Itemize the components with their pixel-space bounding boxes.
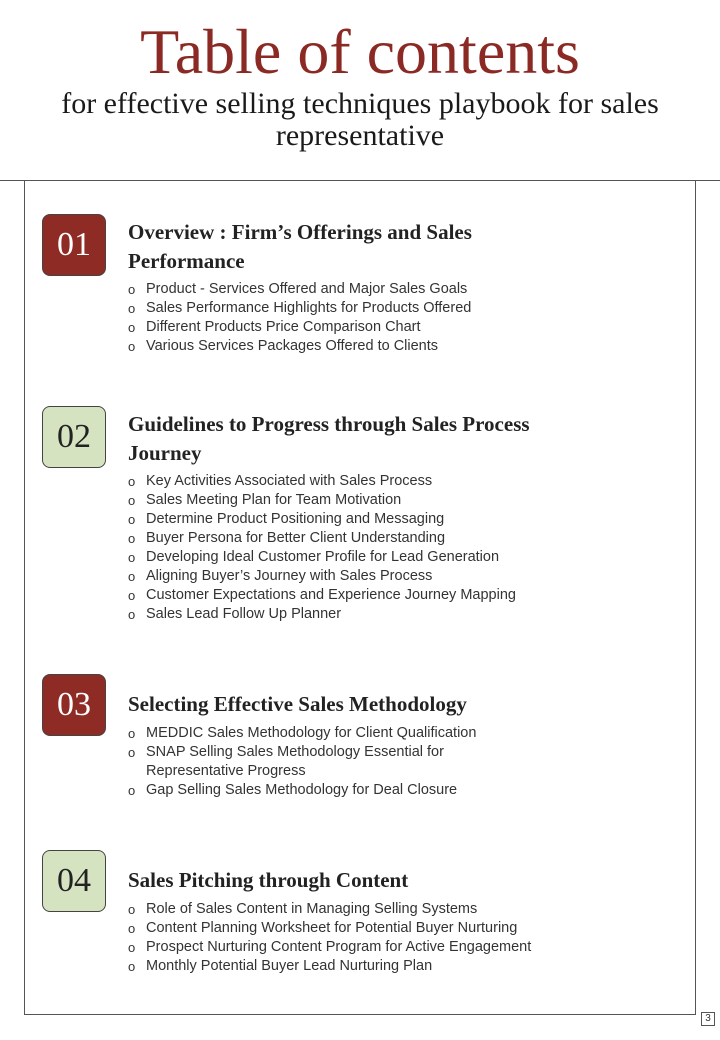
section-heading: Sales Pitching through Content [128, 868, 409, 892]
list-item: o Role of Sales Content in Managing Selling Systems [128, 900, 608, 919]
page-subtitle: for effective selling techniques playbook for sales representative [61, 87, 659, 152]
list-item: o Sales Performance Highlights for Products Offered [128, 299, 608, 318]
list-item: o Key Activities Associated with Sales Process [128, 472, 608, 491]
list-item: o SNAP Selling Sales Methodology Essential for Representative Progress [128, 743, 488, 781]
section-heading: Overview : Firm’s Offerings and Sales Performance [128, 220, 472, 273]
section-number-badge: 03 [42, 674, 106, 736]
section-item-list [128, 472, 608, 624]
section-number-badge: 04 [42, 850, 106, 912]
list-item: o Buyer Persona for Better Client Understanding [128, 529, 608, 548]
list-item: o Gap Selling Sales Methodology for Deal Closure [128, 781, 488, 800]
section-item-list [128, 280, 608, 356]
list-item: o Customer Expectations and Experience Journey Mapping [128, 586, 608, 605]
page-number: 3 [701, 1012, 715, 1026]
list-item: o Developing Ideal Customer Profile for Lead Generation [128, 548, 608, 567]
section-heading: Selecting Effective Sales Methodology [128, 692, 467, 716]
section-item-list [128, 724, 488, 800]
list-item: o MEDDIC Sales Methodology for Client Qualification [128, 724, 488, 743]
list-item: o Monthly Potential Buyer Lead Nurturing Plan [128, 957, 608, 976]
section-item-list [128, 900, 608, 976]
list-item: o Product - Services Offered and Major Sales Goals [128, 280, 608, 299]
list-item: o Sales Meeting Plan for Team Motivation [128, 491, 608, 510]
list-item: o Sales Lead Follow Up Planner [128, 605, 608, 624]
list-item: o Prospect Nurturing Content Program for Active Engagement [128, 938, 608, 957]
list-item: o Different Products Price Comparison Chart [128, 318, 608, 337]
list-item: o Determine Product Positioning and Messaging [128, 510, 608, 529]
list-item: o Various Services Packages Offered to Clients [128, 337, 608, 356]
page-title: Table of contents [140, 16, 580, 87]
list-item: o Aligning Buyer’s Journey with Sales Process [128, 567, 608, 586]
list-item: o Content Planning Worksheet for Potential Buyer Nurturing [128, 919, 608, 938]
section-heading: Guidelines to Progress through Sales Process Journey [128, 412, 530, 465]
section-number-badge: 02 [42, 406, 106, 468]
section-number-badge: 01 [42, 214, 106, 276]
